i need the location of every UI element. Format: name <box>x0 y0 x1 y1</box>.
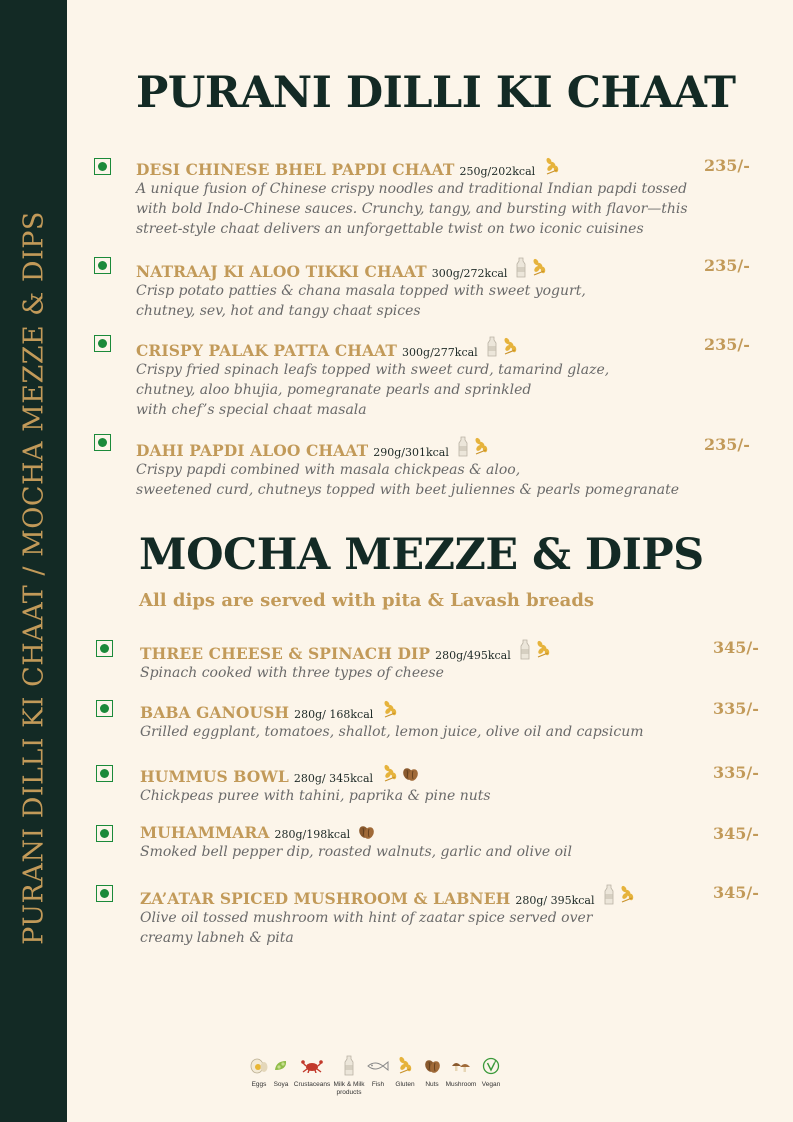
item-name: NATRAAJ KI ALOO TIKKI CHAAT <box>136 262 427 281</box>
allergen-icons <box>515 257 548 283</box>
item-name: HUMMUS BOWL <box>140 767 289 786</box>
item-name: BABA GANOUSH <box>140 703 290 722</box>
milk-icon <box>519 639 531 665</box>
menu-item <box>140 762 491 806</box>
item-price: 345/- <box>713 883 759 902</box>
item-price: 345/- <box>713 824 759 843</box>
item-portion-calories: 280g/ 345kcal <box>293 772 374 785</box>
legend-item <box>478 1055 504 1097</box>
legend-item <box>248 1055 270 1097</box>
menu-item <box>140 698 643 742</box>
item-portion-calories: 290g/301kcal <box>373 446 449 459</box>
legend-item <box>420 1055 444 1097</box>
gluten-icon <box>396 1055 414 1077</box>
legend-label: Fish <box>371 1081 385 1088</box>
item-name: ZA’ATAR SPICED MUSHROOM & LABNEH <box>140 889 511 908</box>
legend-label: Vegan <box>481 1081 501 1088</box>
item-portion-calories: 280g/ 168kcal <box>294 708 374 721</box>
legend-label: Soya <box>273 1081 289 1088</box>
allergen-icons <box>381 764 419 788</box>
legend-item <box>332 1055 366 1097</box>
crustaceans-icon <box>301 1055 323 1077</box>
menu-item <box>140 823 572 862</box>
item-description: Olive oil tossed mushroom with hint of zaatar spice served over creamy labneh & pita <box>140 910 593 946</box>
veg-icon <box>96 700 113 717</box>
gluten-icon <box>472 437 490 461</box>
item-price: 345/- <box>713 638 759 657</box>
menu-item <box>140 882 636 948</box>
veg-icon <box>94 257 111 274</box>
item-price: 235/- <box>704 156 750 175</box>
allergen-icons <box>603 884 636 910</box>
gluten-icon <box>501 337 519 361</box>
allergen-icons <box>519 639 552 665</box>
item-description: A unique fusion of Chinese crispy noodles and traditional Indian papdi tossed with bold Indo-Chinese sauces. Crunchy, tangy, and bursting with flavor—this street-style chaat delivers an unforgettable twist on two iconic cuisines <box>136 181 688 237</box>
item-name: MUHAMMARA <box>140 823 270 842</box>
section-title-mezze: MOCHA MEZZE & DIPS <box>139 530 704 580</box>
milk-icon <box>486 336 498 362</box>
item-portion-calories: 250g/202kcal <box>459 165 536 178</box>
allergen-icons <box>457 436 490 462</box>
nuts-icon <box>402 767 419 786</box>
menu-item <box>136 155 688 239</box>
legend-label: Gluten <box>395 1081 415 1088</box>
legend-label: Milk & Milk products <box>333 1081 365 1096</box>
section-subtitle-mezze: All dips are served with pita & Lavash breads <box>139 590 595 611</box>
legend-item <box>270 1055 292 1097</box>
item-name: CRISPY PALAK PATTA CHAAT <box>136 341 398 360</box>
legend-item <box>390 1055 420 1097</box>
nuts-icon <box>424 1055 441 1077</box>
gluten-icon <box>543 157 561 181</box>
legend-label: Eggs <box>251 1081 267 1088</box>
milk-icon <box>457 436 469 462</box>
legend-item <box>366 1055 390 1097</box>
sidebar-label: PURANI DILLI KI CHAAT / MOCHA MEZZE & DIPS <box>18 211 50 945</box>
legend-label: Crustaceans <box>293 1081 331 1088</box>
veg-icon <box>96 825 113 842</box>
sidebar <box>0 0 67 1122</box>
gluten-icon <box>530 258 548 282</box>
section-title-chaat: PURANI DILLI KI CHAAT <box>136 68 736 118</box>
menu-item <box>136 334 609 420</box>
item-portion-calories: 280g/ 395kcal <box>515 894 595 907</box>
gluten-icon <box>381 700 399 724</box>
allergen-icons <box>381 700 399 724</box>
item-name: DESI CHINESE BHEL PAPDI CHAAT <box>136 160 455 179</box>
gluten-icon <box>381 764 399 788</box>
item-portion-calories: 280g/495kcal <box>435 649 511 662</box>
legend-label: Nuts <box>425 1081 439 1088</box>
menu-item <box>140 637 552 683</box>
veg-icon <box>94 434 111 451</box>
item-description: Crispy fried spinach leafs topped with sweet curd, tamarind glaze, chutney, aloo bhujia, pomegranate pearls and sprinkled with chef’s special chaat masala <box>136 362 610 418</box>
item-description: Crispy papdi combined with masala chickpeas & aloo, sweetened curd, chutneys topped with beet juliennes & pearls pomegranate <box>136 462 680 498</box>
item-price: 235/- <box>704 256 750 275</box>
item-price: 335/- <box>713 699 759 718</box>
legend-label: Mushroom <box>445 1081 477 1088</box>
item-price: 235/- <box>704 335 750 354</box>
item-description: Chickpeas puree with tahini, paprika & pine nuts <box>140 788 491 804</box>
veg-icon <box>96 885 113 902</box>
milk-icon <box>515 257 527 283</box>
allergen-icons <box>543 157 561 181</box>
nuts-icon <box>358 825 375 844</box>
item-portion-calories: 280g/198kcal <box>274 828 351 841</box>
veg-icon <box>94 335 111 352</box>
legend-item <box>444 1055 478 1097</box>
veg-icon <box>96 765 113 782</box>
item-portion-calories: 300g/272kcal <box>431 267 508 280</box>
item-name: THREE CHEESE & SPINACH DIP <box>140 644 431 663</box>
eggs-icon <box>250 1055 268 1077</box>
item-price: 235/- <box>704 435 750 454</box>
allergen-icons <box>358 825 375 844</box>
vegan-icon <box>482 1055 500 1077</box>
item-description: Spinach cooked with three types of cheese <box>140 665 444 681</box>
veg-icon <box>94 158 111 175</box>
menu-item <box>136 434 679 500</box>
item-price: 335/- <box>713 763 759 782</box>
legend-item <box>292 1055 332 1097</box>
item-portion-calories: 300g/277kcal <box>402 346 478 359</box>
item-description: Smoked bell pepper dip, roasted walnuts, garlic and olive oil <box>140 844 572 860</box>
milk-icon <box>343 1055 355 1077</box>
allergen-icons <box>486 336 519 362</box>
item-description: Crisp potato patties & chana masala topped with sweet yogurt, chutney, sev, hot and tangy chaat spices <box>136 283 586 319</box>
veg-icon <box>96 640 113 657</box>
soya-icon <box>273 1055 289 1077</box>
item-description: Grilled eggplant, tomatoes, shallot, lemon juice, olive oil and capsicum <box>140 724 644 740</box>
item-name: DAHI PAPDI ALOO CHAAT <box>136 441 369 460</box>
gluten-icon <box>618 885 636 909</box>
fish-icon <box>366 1055 390 1077</box>
allergen-legend <box>248 1055 504 1097</box>
menu-item <box>136 255 586 321</box>
mushroom-icon <box>450 1055 472 1077</box>
gluten-icon <box>534 640 552 664</box>
milk-icon <box>603 884 615 910</box>
